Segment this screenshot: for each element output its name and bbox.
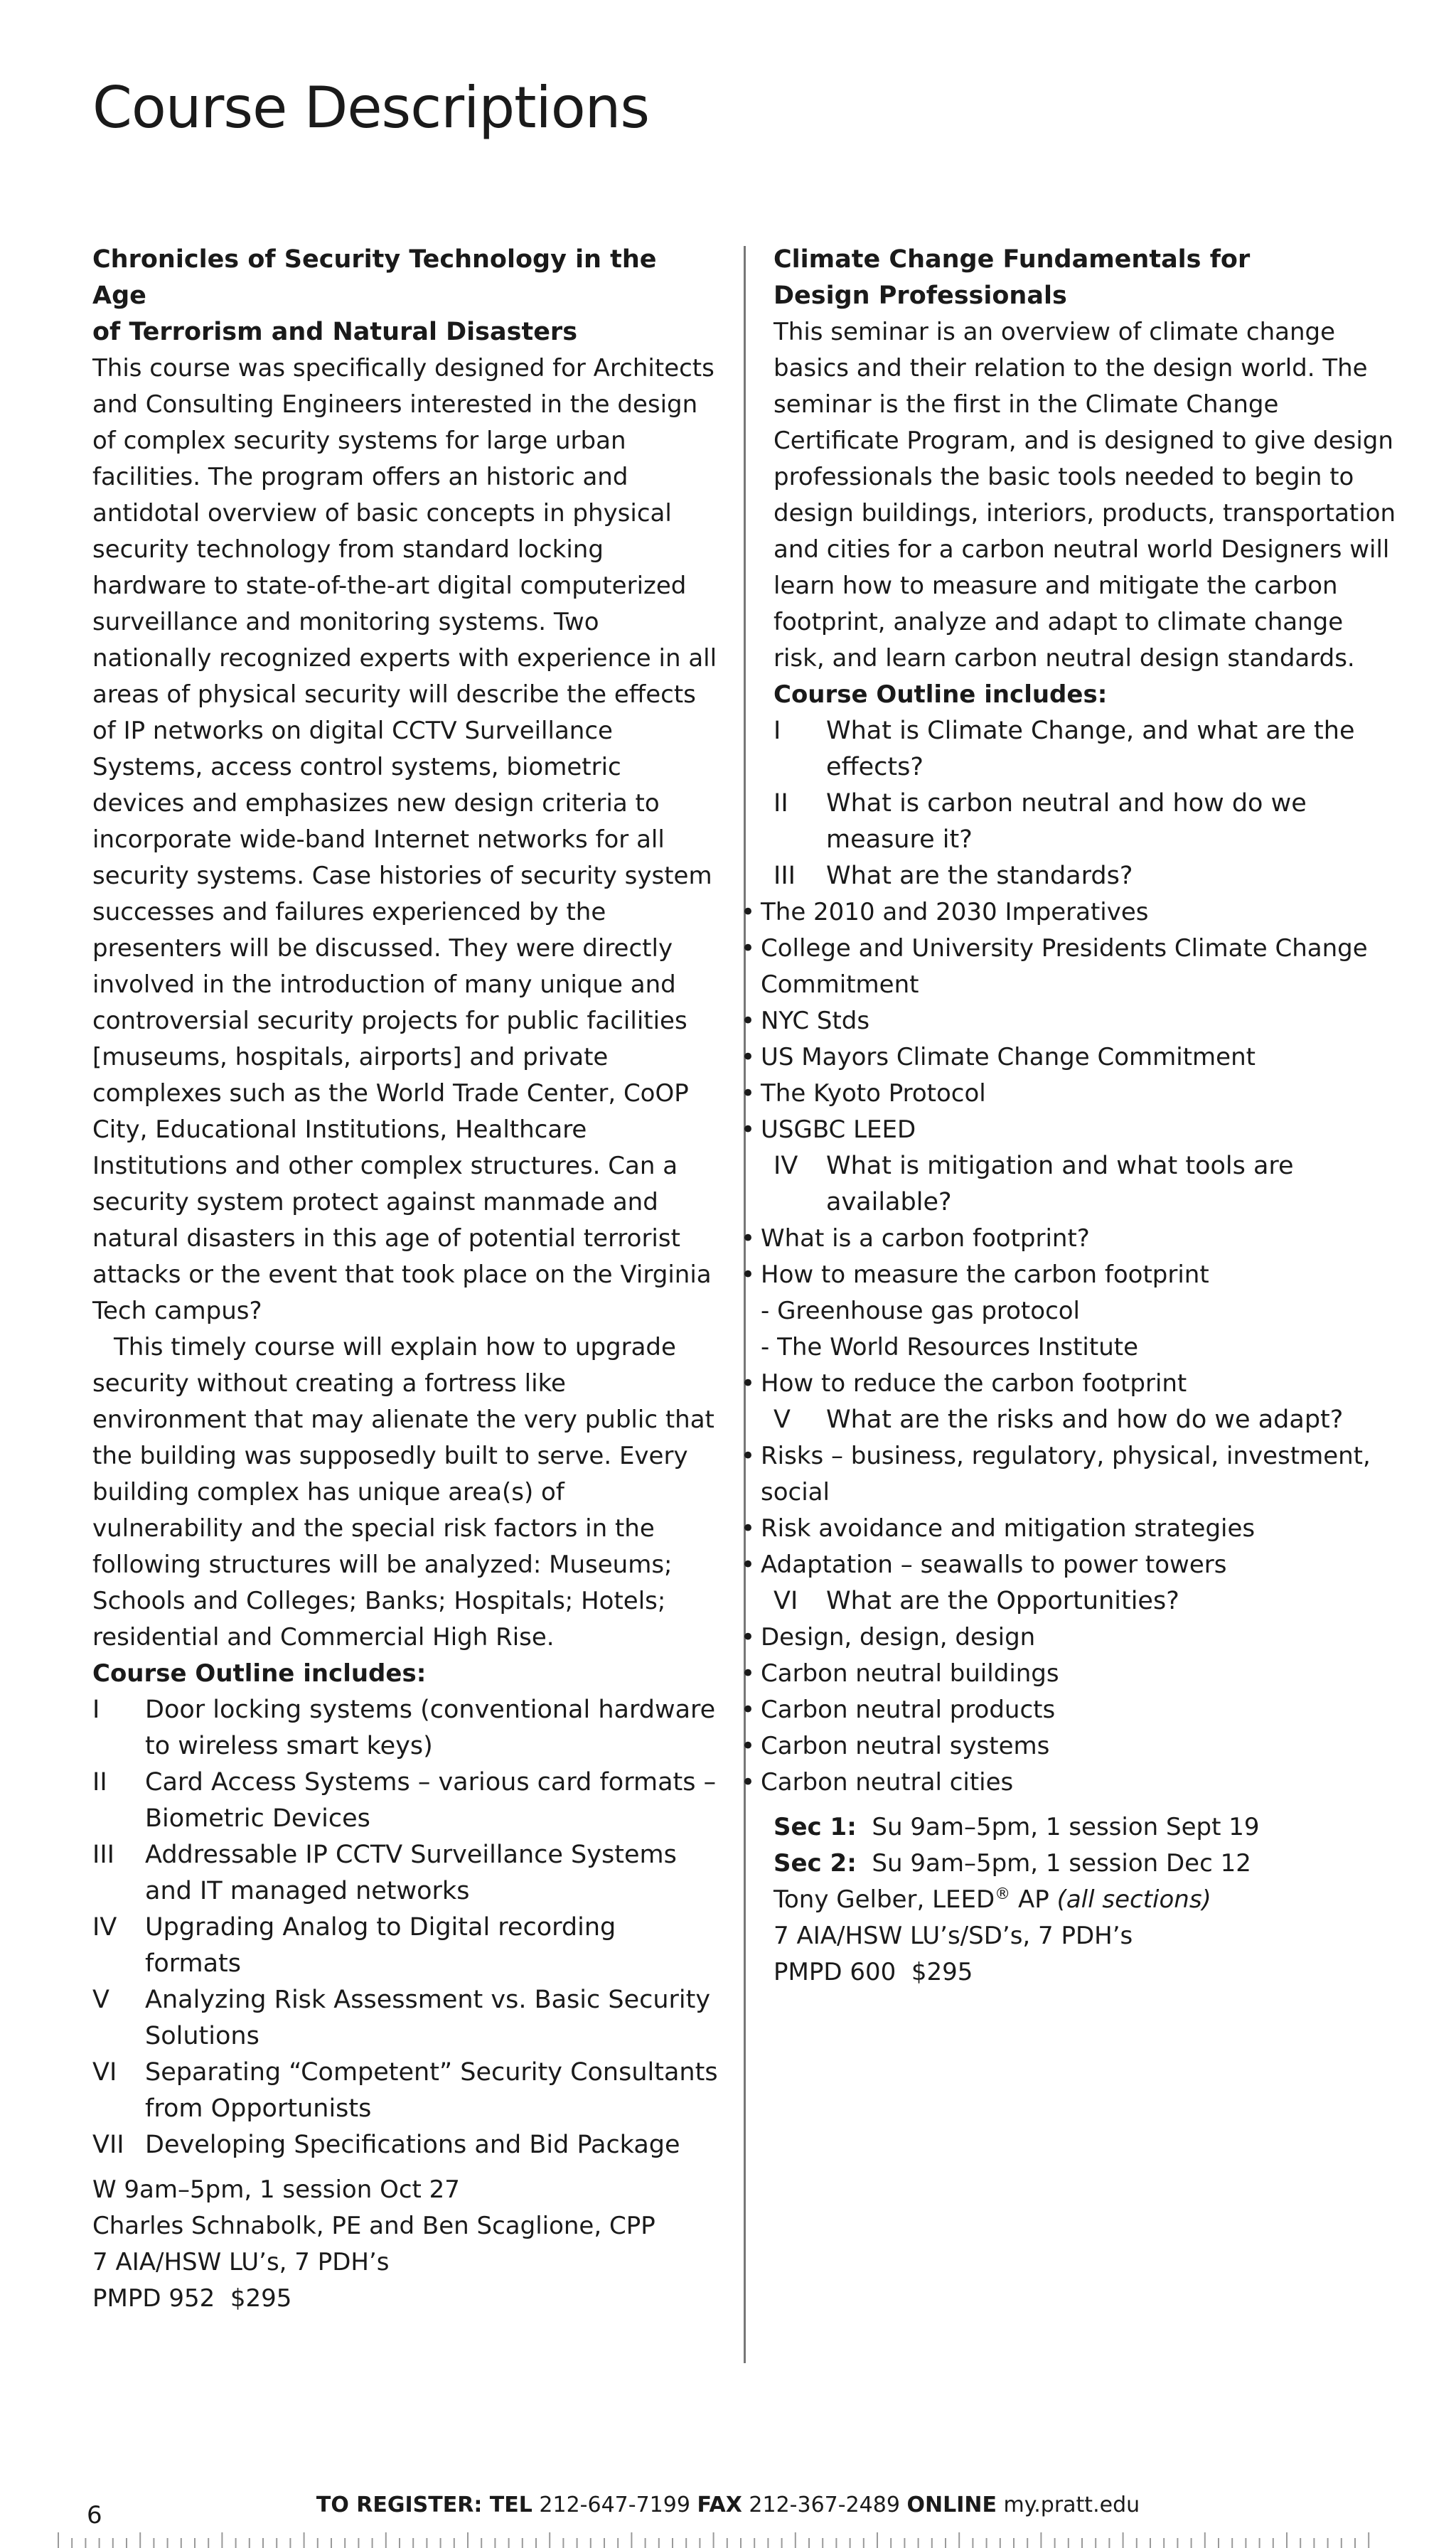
outline-numeral: IV bbox=[92, 1913, 117, 1942]
course-title-line: Climate Change Fundamentals for bbox=[774, 245, 1251, 274]
bullet-text: Risks – business, regulatory, physical, investment, social bbox=[761, 1442, 1371, 1506]
course-details bbox=[92, 2172, 718, 2317]
bullet-dot: • bbox=[741, 1224, 756, 1253]
course-schedule: W 9am–5pm, 1 session Oct 27 bbox=[92, 2175, 460, 2204]
outline-text: What is carbon neutral and how do we measure it? bbox=[826, 789, 1307, 854]
outline-text: Card Access Systems – various card formats – Biometric Devices bbox=[145, 1768, 717, 1833]
outline-text: What are the Opportunities? bbox=[826, 1587, 1179, 1615]
bullet-item bbox=[741, 1366, 1399, 1402]
bullet-item bbox=[741, 1692, 1399, 1728]
course-title-line: of Terrorism and Natural Disasters bbox=[92, 318, 578, 346]
course-code-price: PMPD 600 $295 bbox=[774, 1958, 973, 1986]
course-title bbox=[774, 242, 1399, 314]
outline-label: Course Outline includes: bbox=[774, 680, 1108, 709]
course-code-price: PMPD 952 $295 bbox=[92, 2284, 292, 2313]
bullet-text: Risk avoidance and mitigation strategies bbox=[761, 1514, 1256, 1543]
course-details bbox=[774, 1809, 1399, 1991]
outline-label: Course Outline includes: bbox=[92, 1659, 427, 1688]
section-2 bbox=[774, 1846, 1399, 1882]
outline-item bbox=[92, 2055, 718, 2127]
outline-numeral: V bbox=[92, 1986, 109, 2014]
bullet-item bbox=[741, 894, 1399, 931]
bullet-text: US Mayors Climate Change Commitment bbox=[761, 1043, 1256, 1071]
outline-bullets bbox=[741, 1221, 1399, 1402]
bullet-item bbox=[741, 1221, 1399, 1257]
bullet-item bbox=[741, 1547, 1399, 1583]
bullet-dot: • bbox=[741, 1623, 756, 1652]
course-title-line: Chronicles of Security Technology in the Age bbox=[92, 245, 657, 310]
outline-text: What are the risks and how do we adapt? bbox=[826, 1406, 1344, 1434]
outline-text: Separating “Competent” Security Consultants from Opportunists bbox=[145, 2058, 718, 2123]
outline-item bbox=[92, 2127, 718, 2163]
bullet-dot: • bbox=[741, 1043, 756, 1071]
course-outline bbox=[741, 713, 1399, 1801]
bullet-text: Carbon neutral systems bbox=[761, 1732, 1050, 1760]
bullet-item bbox=[741, 931, 1399, 1003]
outline-numeral: II bbox=[774, 789, 788, 818]
outline-item bbox=[92, 1910, 718, 1982]
bullet-dot: • bbox=[741, 1768, 756, 1797]
registration-footer bbox=[0, 2493, 1456, 2517]
bullet-item bbox=[741, 1511, 1399, 1547]
course-instructors bbox=[774, 1882, 1399, 1918]
outline-numeral: VI bbox=[92, 2058, 117, 2087]
bullet-dot: • bbox=[741, 1514, 756, 1543]
course-description: This timely course will explain how to upgrade security without creating a fortress like environment that may alienate the very public that the building was supposedly built to serve. Every building complex has unique area(s) of vulnerability and the special risk factors in the following structures will be analyzed: Museums; Schools and Colleges; Banks; Hospitals; Hotels; residential and Commercial High Rise. bbox=[92, 1333, 714, 1652]
course-credits: 7 AIA/HSW LU’s/SD’s, 7 PDH’s bbox=[774, 1922, 1133, 1950]
ruler-decoration bbox=[0, 2532, 1456, 2548]
bullet-dot: • bbox=[741, 1260, 756, 1289]
outline-bullets bbox=[741, 1438, 1399, 1583]
course-credits: 7 AIA/HSW LU’s, 7 PDH’s bbox=[92, 2248, 390, 2276]
section-schedule: Su 9am–5pm, 1 session Sept 19 bbox=[872, 1813, 1260, 1841]
bullet-dot: • bbox=[741, 1115, 756, 1144]
outline-item bbox=[774, 713, 1399, 786]
section-1 bbox=[774, 1809, 1399, 1846]
course-title-line: Design Professionals bbox=[774, 282, 1067, 310]
fax-label: FAX bbox=[697, 2493, 742, 2517]
course-security-technology bbox=[92, 242, 718, 2317]
bullet-dot: • bbox=[741, 1007, 756, 1035]
online-label: ONLINE bbox=[906, 2493, 997, 2517]
page-title: Course Descriptions bbox=[92, 75, 650, 141]
bullet-text: The 2010 and 2030 Imperatives bbox=[761, 898, 1149, 926]
bullet-dot: • bbox=[741, 1079, 756, 1108]
course-description: This course was specifically designed for Architects and Consulting Engineers interested in the design of complex security systems for large urban facilities. The program offers an historic and antidotal overview of basic concepts in physical security technology from standard locking hardware to state-of-the-art digital computerized surveillance and monitoring systems. Two nationally recognized experts with experience in all areas of physical security will describe the effects of IP networks on digital CCTV Surveillance Systems, access control systems, biometric devices and emphasizes new design criteria to incorporate wide-band Internet networks for all security systems. Case histories of security system successes and failures experienced by the presenters will be discussed. They were directly involved in the introduction of many unique and controversial security projects for public facilities [museums, hospitals, airports] and private complexes such as the World Trade Center, CoOP City, Educational Institutions, Healthcare Institutions and other complex structures. Can a security system protect against manmade and natural disasters in this age of potential terrorist attacks or the event that took place on the Virginia Tech campus? bbox=[92, 354, 717, 1325]
bullet-dot: • bbox=[741, 1369, 756, 1398]
outline-numeral: V bbox=[774, 1406, 791, 1434]
bullet-item bbox=[741, 1765, 1399, 1801]
outline-bullets bbox=[741, 1620, 1399, 1801]
bullet-text: How to reduce the carbon footprint bbox=[761, 1369, 1187, 1398]
bullet-item bbox=[741, 1438, 1399, 1511]
bullet-dot: • bbox=[741, 1442, 756, 1470]
register-label: TO REGISTER: TEL bbox=[316, 2493, 532, 2517]
section-schedule: Su 9am–5pm, 1 session Dec 12 bbox=[872, 1849, 1251, 1878]
outline-item bbox=[92, 1692, 718, 1765]
outline-item bbox=[92, 1982, 718, 2055]
outline-item bbox=[92, 1765, 718, 1837]
outline-item bbox=[774, 858, 1399, 894]
bullet-text: How to measure the carbon footprint bbox=[761, 1260, 1209, 1289]
outline-bullets bbox=[741, 894, 1399, 1148]
bullet-text: What is a carbon footprint? bbox=[761, 1224, 1090, 1253]
bullet-text: USGBC LEED bbox=[761, 1115, 916, 1144]
outline-item bbox=[774, 786, 1399, 858]
bullet-dot: • bbox=[741, 1696, 756, 1724]
bullet-text: Carbon neutral products bbox=[761, 1696, 1056, 1724]
bullet-item bbox=[741, 1620, 1399, 1656]
bullet-item bbox=[741, 1293, 1399, 1329]
registered-mark: ® bbox=[995, 1885, 1011, 1903]
section-label: Sec 2: bbox=[774, 1849, 857, 1878]
section-label: Sec 1: bbox=[774, 1813, 857, 1841]
bullet-dot: • bbox=[741, 1659, 756, 1688]
bullet-text: Adaptation – seawalls to power towers bbox=[761, 1551, 1227, 1579]
outline-numeral: III bbox=[774, 862, 796, 890]
course-instructors: Charles Schnabolk, PE and Ben Scaglione, CPP bbox=[92, 2212, 655, 2240]
bullet-text: Design, design, design bbox=[761, 1623, 1036, 1652]
bullet-item bbox=[741, 1076, 1399, 1112]
page-number: 6 bbox=[87, 2501, 102, 2530]
bullet-dot: • bbox=[741, 1732, 756, 1760]
bullet-item bbox=[741, 1728, 1399, 1765]
outline-text: Upgrading Analog to Digital recording formats bbox=[145, 1913, 616, 1978]
bullet-item bbox=[741, 1039, 1399, 1076]
bullet-item bbox=[741, 1003, 1399, 1039]
bullet-text: Carbon neutral cities bbox=[761, 1768, 1014, 1797]
bullet-dot: • bbox=[741, 898, 756, 926]
bullet-text: - Greenhouse gas protocol bbox=[761, 1297, 1081, 1325]
bullet-text: College and University Presidents Climate Change Commitment bbox=[761, 934, 1368, 999]
course-climate-change bbox=[741, 242, 1399, 1991]
outline-numeral: I bbox=[92, 1696, 100, 1724]
register-url[interactable]: my.pratt.edu bbox=[1003, 2493, 1140, 2517]
outline-numeral: II bbox=[92, 1768, 107, 1797]
outline-item bbox=[774, 1148, 1399, 1221]
course-title bbox=[92, 242, 718, 350]
register-fax: 212-367-2489 bbox=[749, 2493, 900, 2517]
register-tel: 212-647-7199 bbox=[539, 2493, 690, 2517]
outline-numeral: I bbox=[774, 717, 781, 745]
bullet-text: - The World Resources Institute bbox=[761, 1333, 1139, 1361]
instructor-note: (all sections) bbox=[1056, 1885, 1211, 1914]
bullet-dot: • bbox=[741, 1551, 756, 1579]
bullet-item bbox=[741, 1257, 1399, 1293]
instructor-name: Tony Gelber, LEED bbox=[774, 1885, 995, 1914]
outline-text: What is Climate Change, and what are the effects? bbox=[826, 717, 1355, 781]
outline-numeral: III bbox=[92, 1841, 114, 1869]
instructor-suffix: AP bbox=[1010, 1885, 1057, 1914]
course-outline bbox=[92, 1692, 718, 2163]
outline-text: What is mitigation and what tools are available? bbox=[826, 1152, 1294, 1216]
outline-text: Developing Specifications and Bid Package bbox=[145, 2131, 680, 2159]
bullet-item bbox=[741, 1329, 1399, 1366]
bullet-text: NYC Stds bbox=[761, 1007, 870, 1035]
bullet-item bbox=[741, 1656, 1399, 1692]
outline-text: Addressable IP CCTV Surveillance Systems and IT managed networks bbox=[145, 1841, 677, 1905]
outline-text: Door locking systems (conventional hardware to wireless smart keys) bbox=[145, 1696, 716, 1760]
bullet-dot: • bbox=[741, 934, 756, 963]
outline-item bbox=[774, 1402, 1399, 1438]
course-description: This seminar is an overview of climate change basics and their relation to the design world. The seminar is the first in the Climate Change Certificate Program, and is designed to give design professionals the basic tools needed to begin to design buildings, interiors, products, transportation and cities for a carbon neutral world Designers will learn how to measure and mitigate the carbon footprint, analyze and adapt to climate change risk, and learn carbon neutral design standards. bbox=[774, 318, 1396, 673]
outline-text: Analyzing Risk Assessment vs. Basic Security Solutions bbox=[145, 1986, 711, 2050]
outline-numeral: VII bbox=[92, 2131, 124, 2159]
bullet-item bbox=[741, 1112, 1399, 1148]
bullet-text: Carbon neutral buildings bbox=[761, 1659, 1059, 1688]
outline-numeral: VI bbox=[774, 1587, 798, 1615]
outline-numeral: IV bbox=[774, 1152, 798, 1180]
outline-item bbox=[92, 1837, 718, 1910]
bullet-text: The Kyoto Protocol bbox=[761, 1079, 986, 1108]
outline-text: What are the standards? bbox=[826, 862, 1133, 890]
outline-item bbox=[774, 1583, 1399, 1620]
